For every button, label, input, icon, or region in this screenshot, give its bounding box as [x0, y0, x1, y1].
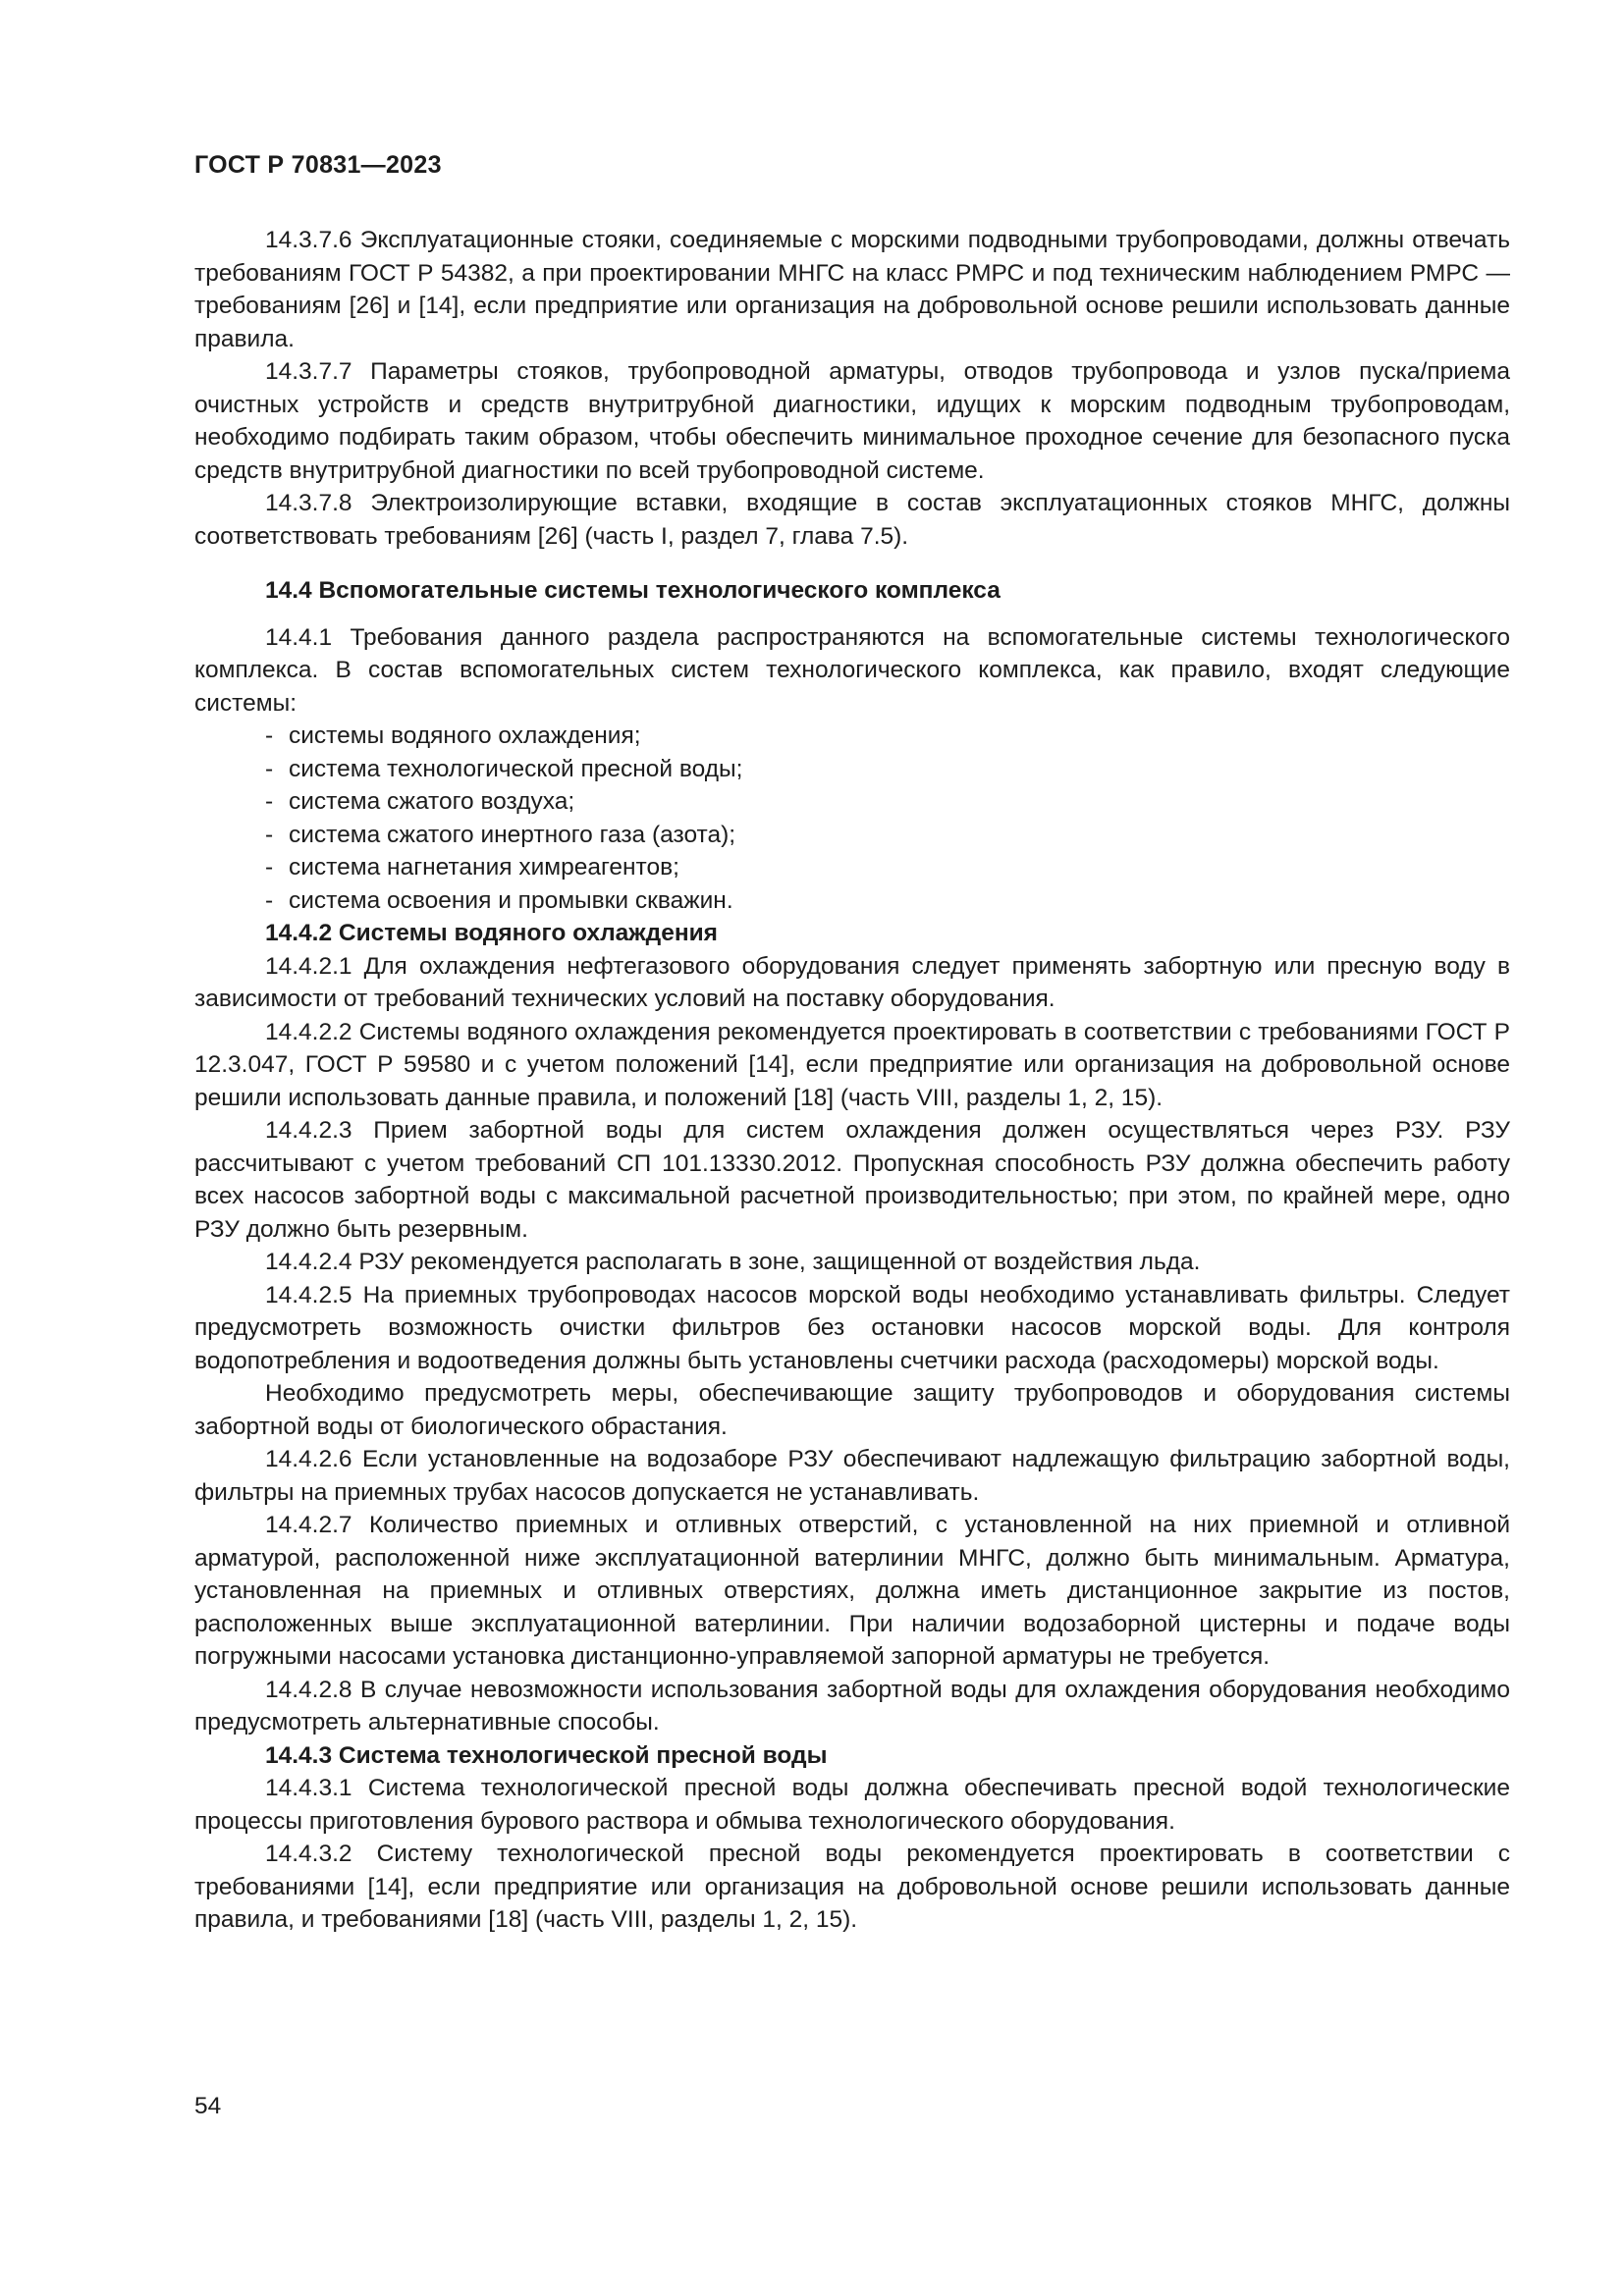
paragraph-14-4-2-2: 14.4.2.2 Системы водяного охлаждения рекомендуется проектировать в соответствии с требованиями ГОСТ Р 12.3.047, ГОСТ Р 59580 и с учетом положений [14], если предприятие или организация на добровольной основе решили использовать данные правила, и положений [18] (часть VIII, разделы 1, 2, 15). — [194, 1018, 1510, 1111]
list-item-text: система сжатого инертного газа (азота); — [289, 821, 736, 848]
paragraph-14-4-3-1: 14.4.3.1 Система технологической пресной воды должна обеспечивать пресной водой технологические процессы приготовления бурового раствора и обмыва технологического оборудования. — [194, 1775, 1510, 1835]
paragraph-14-3-7-7: 14.3.7.7 Параметры стояков, трубопроводной арматуры, отводов трубопровода и узлов пуска/приема очистных устройств и средств внутритрубной диагностики, идущих к морским подводным трубопроводам, необходимо подбирать таким образом, чтобы обеспечить минимальное проходное сечение для безопасного пуска средств внутритрубной диагностики по всей трубопроводной системе. — [194, 358, 1510, 484]
list-item-text: система технологической пресной воды; — [289, 755, 743, 782]
paragraph-14-4-2-3: 14.4.2.3 Прием забортной воды для систем охлаждения должен осуществляться через РЗУ. РЗУ рассчитывают с учетом требований СП 101.13330.2012. Пропускная способность РЗУ должна обеспечить работу всех насосов забортной воды с максимальной расчетной производительностью; при этом, по крайней мере, одно РЗУ должно быть резервным. — [194, 1117, 1510, 1243]
paragraph-14-4-2-7: 14.4.2.7 Количество приемных и отливных отверстий, с установленной на них приемной и отливной арматурой, расположенной ниже эксплуатационной ватерлинии МНГС, должно быть минимальным. Арматура, установленная на приемных и отливных отверстиях, должна иметь дистанционное закрытие из постов, расположенных выше эксплуатационной ватерлинии. При наличии водозаборной цистерны и подаче воды погружными насосами установка дистанционно-управляемой запорной арматуры не требуется. — [194, 1512, 1510, 1670]
list-item — [265, 720, 1510, 753]
list-dash: - — [265, 821, 274, 848]
list-dash: - — [265, 755, 274, 782]
paragraph-14-4-3-2: 14.4.3.2 Систему технологической пресной воды рекомендуется проектировать в соответствии с требованиями [14], если предприятие или организация на добровольной основе решили использовать данные правила, и требованиями [18] (часть VIII, разделы 1, 2, 15). — [194, 1841, 1510, 1933]
paragraph-biofouling-protection: Необходимо предусмотреть меры, обеспечивающие защиту трубопроводов и оборудования системы забортной воды от биологического обрастания. — [194, 1380, 1510, 1440]
paragraph-14-4-2-4: 14.4.2.4 РЗУ рекомендуется располагать в зоне, защищенной от воздействия льда. — [265, 1249, 1201, 1275]
section-title-14-4: 14.4 Вспомогательные системы технологического комплекса — [265, 577, 1001, 604]
list-item — [265, 851, 1510, 884]
list-item — [265, 884, 1510, 918]
list-dash: - — [265, 854, 274, 881]
paragraph-14-4-1: 14.4.1 Требования данного раздела распространяются на вспомогательные системы технологического комплекса. В состав вспомогательных систем технологического комплекса, как правило, входят следующие системы: — [194, 623, 1510, 717]
document-body — [194, 224, 1510, 1937]
list-item-text: система освоения и промывки скважин. — [289, 886, 733, 914]
paragraph-14-4-2-8: 14.4.2.8 В случае невозможности использования забортной воды для охлаждения оборудования необходимо предусмотреть альтернативные способы. — [194, 1676, 1510, 1735]
paragraph-14-3-7-8: 14.3.7.8 Электроизолирующие вставки, входящие в состав эксплуатационных стояков МНГС, должны соответствовать требованиям [26] (часть I, раздел 7, глава 7.5). — [194, 490, 1510, 550]
paragraph-14-4-2-5: 14.4.2.5 На приемных трубопроводах насосов морской воды необходимо устанавливать фильтры. Следует предусмотреть возможность очистки фильтров без остановки насосов морской воды. Для контроля водопотребления и водоотведения должны быть установлены счетчики расхода (расходомеры) морской воды. — [194, 1281, 1510, 1374]
paragraph-14-3-7-6: 14.3.7.6 Эксплуатационные стояки, соединяемые с морскими подводными трубопроводами, должны отвечать требованиям ГОСТ Р 54382, а при проектировании МНГС на класс РМРС и под техническим наблюдением РМРС — требованиям [26] и [14], если предприятие или организация на добровольной основе решили использовать данные правила. — [194, 227, 1510, 352]
list-item-text: система нагнетания химреагентов; — [289, 854, 679, 881]
list-dash: - — [265, 722, 274, 749]
list-item-text: системы водяного охлаждения; — [289, 722, 641, 749]
list-item-text: система сжатого воздуха; — [289, 788, 575, 815]
paragraph-14-4-2-6: 14.4.2.6 Если установленные на водозаборе РЗУ обеспечивают надлежащую фильтрацию забортной воды, фильтры на приемных трубах насосов допускается не устанавливать. — [194, 1446, 1510, 1506]
list-item — [265, 753, 1510, 786]
list-item — [265, 819, 1510, 852]
auxiliary-systems-list — [194, 720, 1510, 917]
subsection-title-14-4-3: 14.4.3 Система технологической пресной воды — [265, 1741, 828, 1769]
page-header-standard-id: ГОСТ Р 70831—2023 — [194, 151, 442, 179]
subsection-title-14-4-2: 14.4.2 Системы водяного охлаждения — [265, 920, 718, 946]
paragraph-14-4-2-1: 14.4.2.1 Для охлаждения нефтегазового оборудования следует применять забортную или пресную воду в зависимости от требований технических условий на поставку оборудования. — [194, 952, 1510, 1012]
list-dash: - — [265, 788, 274, 815]
list-dash: - — [265, 886, 274, 914]
page-number: 54 — [194, 2093, 222, 2119]
list-item — [265, 785, 1510, 819]
